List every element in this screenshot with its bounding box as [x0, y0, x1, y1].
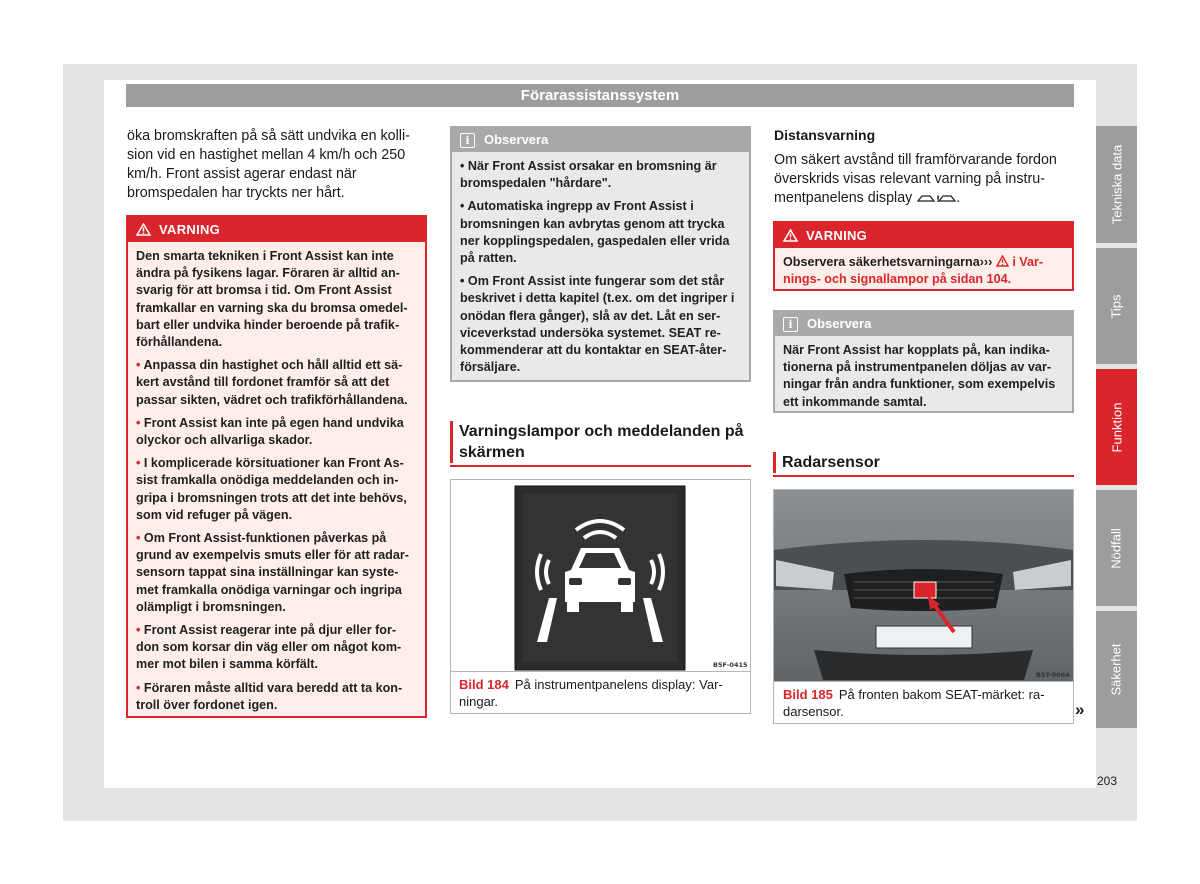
tab-sakerhet[interactable]: Säkerhet [1096, 611, 1137, 728]
tab-tekniska-data[interactable]: Tekniska data [1096, 126, 1137, 243]
warning-content [128, 242, 425, 720]
arrows-link-icon[interactable]: ››› [979, 255, 993, 269]
figure-185-caption [783, 686, 1071, 720]
subhead-distance-warning: Distansvarning [774, 127, 876, 143]
car-front-photo [774, 490, 1073, 682]
note-bullet: • Automatiska ingrepp av Front Assist i bromsningen kan avbrytas genom att trycka ner kopplingspedalen, gaspedalen eller vrida på ratten. [460, 199, 730, 266]
section-rule [450, 465, 751, 467]
info-icon: i [460, 133, 475, 148]
tab-nodfall[interactable]: Nödfall [1096, 490, 1137, 606]
figure-code: B5F-0415 [713, 661, 748, 669]
warning-triangle-icon [136, 223, 151, 236]
bullet-dot: • [136, 358, 144, 373]
figure-caption-text: På fronten bakom SEAT-märket: ra-darsensor. [783, 687, 1045, 719]
warning-bullet: • I komplicerade körsituationer kan Front As-sist framkalla onödiga meddelanden och in-gripa i bromsningen trots att det inte behövs, som vid refuger på vägen. [136, 456, 407, 522]
note-text: När Front Assist har kopplats på, kan indika-tionerna på instrumentpanelen döljas av var-ningar från andra funktioner, som exempelvis ett inkommande samtal. [783, 343, 1056, 409]
chapter-header: Förarassistanssystem [126, 84, 1074, 107]
distance-warning-paragraph: Om säkert avstånd till framförvarande fordon överskrids visas relevant varning på instru-mentpanelens display ! . [774, 152, 1057, 206]
note-bullet: • När Front Assist orsakar en bromsning är bromspedalen "hårdare". [460, 159, 717, 191]
warning-label: VARNING [806, 228, 868, 243]
note-header [452, 128, 749, 152]
note-header [775, 312, 1072, 336]
distance-warning-icon [916, 192, 956, 204]
warning-box-safety [773, 221, 1074, 291]
note-label: Observera [807, 316, 872, 331]
note-label: Observera [484, 132, 549, 147]
figure-label: Bild 185 [783, 687, 833, 702]
tab-tips[interactable]: Tips [1096, 248, 1137, 364]
warning-content: Observera säkerhetsvarningarna››› i Var-nings- och signallampor på sidan 104. [783, 255, 1044, 287]
svg-text:!: ! [936, 195, 941, 205]
warning-bullet: • Om Front Assist-funktionen påverkas på grund av exempelvis smuts eller för att radar-sensorn tappat sina inställningar kan syste-met framkalla onödiga varningar och ingripa olämpligt i bromsningen. [136, 531, 409, 614]
bullet-dot: • [136, 680, 144, 695]
intro-paragraph: öka bromskraften på så sätt undvika en kolli-sion vid en hastighet mellan 4 km/h och 250 km/h. Front assist agerar endast när bromspedalen har tryckts ner hårt. [127, 128, 410, 201]
display-warning-illustration [451, 480, 750, 672]
warning-bullet: • Front Assist reagerar inte på djur eller for-don som korsar din väg eller om något kom-mer mot bilen i samma körfält. [136, 623, 402, 672]
warning-bullet: • Anpassa din hastighet och håll alltid ett sä-kert avstånd till fordonet framför så att det passar sikten, vädret och trafikförhållandena. [136, 358, 408, 407]
info-icon: i [783, 317, 798, 332]
bullet-dot: • [136, 531, 144, 546]
warning-bullet: • Front Assist kan inte på egen hand undvika olyckor och allvarliga skador. [136, 415, 404, 448]
tab-funktion[interactable]: Funktion [1096, 369, 1137, 485]
bullet-dot: • [136, 415, 144, 430]
bullet-dot: • [136, 623, 144, 638]
warning-bullet: • Föraren måste alltid vara beredd att ta kon-troll över fordonet igen. [136, 680, 403, 712]
note-content [775, 336, 1072, 417]
section-rule [773, 475, 1074, 477]
continue-arrow-icon[interactable]: » [1075, 700, 1085, 719]
page-reference-link[interactable]: i Var-nings- och signallampor på sidan 104. [783, 255, 1044, 287]
figure-184-caption [459, 676, 747, 710]
warning-small-icon [996, 255, 1009, 267]
warning-box-front-assist [126, 215, 427, 718]
note-box-front-assist [450, 126, 751, 382]
figure-divider [774, 681, 1073, 682]
warning-text: Den smarta tekniken i Front Assist kan inte ändra på fysikens lagar. Föraren är alltid an-svarig för att bromsa i tid. Om Front Assist framkallar en varning ska du bromsa omedel-bart eller undvika hinder beroende på trafik-förhållandena. [136, 249, 408, 350]
section-title-warning-lamps: Varningslampor och meddelanden på skärmen [450, 421, 751, 463]
figure-code: B5T-0064 [1036, 671, 1070, 679]
note-box-indications [773, 310, 1074, 413]
warning-label: VARNING [159, 222, 221, 237]
figure-caption-text: På instrumentpanelens display: Var-ningar. [459, 677, 723, 709]
figure-divider [451, 671, 750, 672]
note-content [452, 152, 749, 382]
warning-triangle-icon [783, 229, 798, 242]
page-number: 203 [1097, 774, 1118, 788]
section-title-radar: Radarsensor [773, 452, 1074, 473]
figure-label: Bild 184 [459, 677, 509, 692]
warning-header [128, 217, 425, 242]
warning-header [775, 223, 1072, 248]
bullet-dot: • [136, 456, 144, 471]
note-bullet: • Om Front Assist inte fungerar som det står beskrivet i detta kapitel (t.ex. om det ingriper i onödan flera gånger), slå av det. Låt en ser-viceverkstad undersöka systemet. SEAT re-kommenderar att du kontaktar en SEAT-åter-försäljare. [460, 274, 735, 375]
